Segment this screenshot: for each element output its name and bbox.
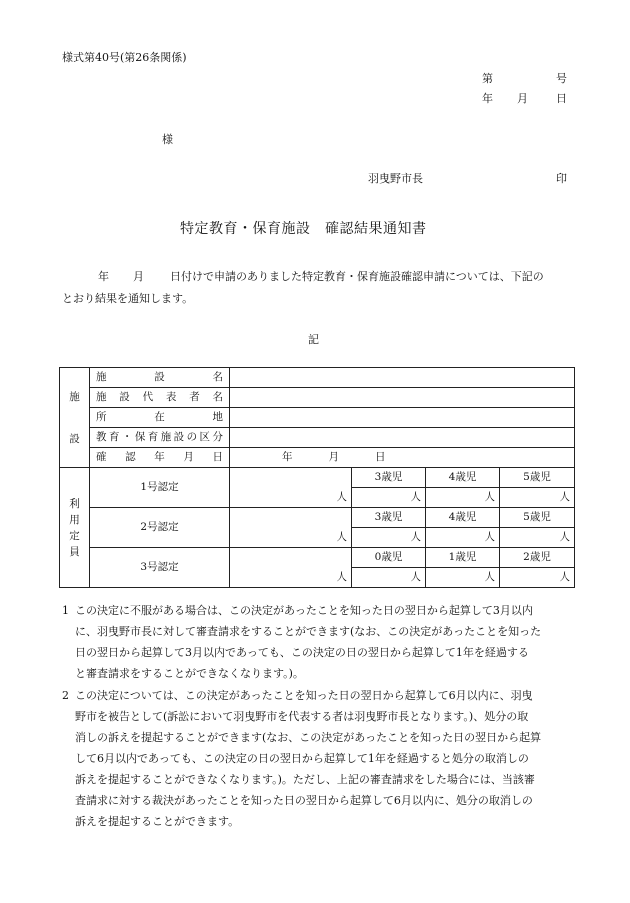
age-2go-a: 3歳児 xyxy=(352,508,426,528)
total-2go[interactable]: 人 xyxy=(230,508,352,548)
capacity-2go-ages xyxy=(60,508,575,528)
value-1go-a[interactable]: 人 xyxy=(352,488,426,508)
header-year: 年 xyxy=(482,92,493,105)
row-facility-type xyxy=(60,428,575,448)
label-address: 所在地 xyxy=(90,408,230,428)
label-representative: 施設代表者名 xyxy=(90,388,230,408)
age-1go-c: 5歳児 xyxy=(500,468,575,488)
label-facility-type: 教育・保育施設の区分 xyxy=(90,428,230,448)
capacity-3go-ages xyxy=(60,548,575,568)
note-1-line-3: 日の翌日から起算して3月以内であっても、この決定の日の翌日から起算して1年を経過する xyxy=(75,646,529,659)
issuer: 羽曳野市長 xyxy=(368,172,423,185)
value-2go-b[interactable]: 人 xyxy=(426,528,500,548)
note-1-number: 1 xyxy=(62,604,69,617)
facility-group-label xyxy=(60,368,90,468)
note-1 xyxy=(62,600,572,684)
capacity-group-label xyxy=(60,468,90,588)
facility-group-char-2: 設 xyxy=(69,432,80,445)
label-1go: 1号認定 xyxy=(90,468,230,508)
age-3go-b: 1歳児 xyxy=(426,548,500,568)
intro-line1: 日付けで申請のありました特定教育・保育施設確認申請については、下記の xyxy=(170,270,544,283)
value-3go-c[interactable]: 人 xyxy=(500,568,575,588)
capacity-1go-ages xyxy=(60,468,575,488)
note-1-line-4: と審査請求をすることができなくなります。)。 xyxy=(75,667,304,680)
value-2go-a[interactable]: 人 xyxy=(352,528,426,548)
value-facility-name[interactable] xyxy=(230,368,575,388)
note-2-line-6: 査請求に対する裁決があったことを知った日の翌日から起算して6月以内に、処分の取消しの xyxy=(75,794,533,807)
label-2go: 2号認定 xyxy=(90,508,230,548)
intro-line2: とおり結果を通知します。 xyxy=(62,292,194,305)
age-3go-a: 0歳児 xyxy=(352,548,426,568)
note-2-line-5: 訴えを提起することができなくなります。)。ただし、上記の審査請求をした場合には、当該審 xyxy=(75,773,535,786)
note-1-line-2: に、羽曳野市長に対して審査請求をすることができます(なお、この決定があったことを知った xyxy=(75,625,542,638)
note-2-line-1: この決定については、この決定があったことを知った日の翌日から起算して6月以内に、羽曳 xyxy=(75,689,533,702)
intro-month: 月 xyxy=(133,270,144,283)
row-representative xyxy=(60,388,575,408)
label-confirmation-date: 確認年月日 xyxy=(90,448,230,468)
form-number: 様式第40号(第26条関係) xyxy=(62,51,187,64)
capacity-group-char-2: 用 xyxy=(69,513,80,526)
addressee-suffix: 様 xyxy=(162,133,173,146)
age-1go-a: 3歳児 xyxy=(352,468,426,488)
confirmation-table xyxy=(59,367,575,588)
label-facility-name: 施設名 xyxy=(90,368,230,388)
document-title: 特定教育・保育施設 確認結果通知書 xyxy=(180,221,427,237)
ki-mark: 記 xyxy=(308,333,319,346)
row-address xyxy=(60,408,575,428)
age-3go-c: 2歳児 xyxy=(500,548,575,568)
intro-year: 年 xyxy=(98,270,109,283)
capacity-group-char-1: 利 xyxy=(69,497,80,510)
note-2-line-4: して6月以内であっても、この決定の日の翌日から起算して1年を経過すると処分の取消しの xyxy=(75,752,529,765)
value-1go-b[interactable]: 人 xyxy=(426,488,500,508)
value-confirmation-date[interactable] xyxy=(230,448,575,468)
label-3go: 3号認定 xyxy=(90,548,230,588)
age-1go-b: 4歳児 xyxy=(426,468,500,488)
capacity-group-char-3: 定 xyxy=(69,529,80,542)
value-facility-type[interactable] xyxy=(230,428,575,448)
note-2-number: 2 xyxy=(62,689,69,702)
facility-group-char-1: 施 xyxy=(69,390,80,403)
value-3go-b[interactable]: 人 xyxy=(426,568,500,588)
note-2-line-3: 消しの訴えを提起することができます(なお、この決定があったことを知った日の翌日から起算 xyxy=(75,731,542,744)
number-dai: 第 xyxy=(482,72,493,85)
date-year: 年 xyxy=(282,451,293,463)
total-3go[interactable]: 人 xyxy=(230,548,352,588)
value-1go-c[interactable]: 人 xyxy=(500,488,575,508)
note-2-line-2: 野市を被告として(訴訟において羽曳野市を代表する者は羽曳野市長となります。)、処分の取 xyxy=(75,710,529,723)
age-2go-b: 4歳児 xyxy=(426,508,500,528)
date-month: 月 xyxy=(328,451,339,463)
header-day: 日 xyxy=(556,92,567,105)
total-1go[interactable]: 人 xyxy=(230,468,352,508)
seal-mark: 印 xyxy=(556,172,567,185)
value-representative[interactable] xyxy=(230,388,575,408)
value-3go-a[interactable]: 人 xyxy=(352,568,426,588)
age-2go-c: 5歳児 xyxy=(500,508,575,528)
value-address[interactable] xyxy=(230,408,575,428)
value-2go-c[interactable]: 人 xyxy=(500,528,575,548)
note-2-line-7: 訴えを提起することができます。 xyxy=(75,815,240,828)
capacity-group-char-4: 員 xyxy=(69,545,80,558)
note-2 xyxy=(62,685,572,832)
number-go: 号 xyxy=(556,72,567,85)
row-facility-name xyxy=(60,368,575,388)
row-confirmation-date xyxy=(60,448,575,468)
header-month: 月 xyxy=(517,92,528,105)
date-day: 日 xyxy=(375,451,386,463)
note-1-line-1: この決定に不服がある場合は、この決定があったことを知った日の翌日から起算して3月以内 xyxy=(75,604,533,617)
